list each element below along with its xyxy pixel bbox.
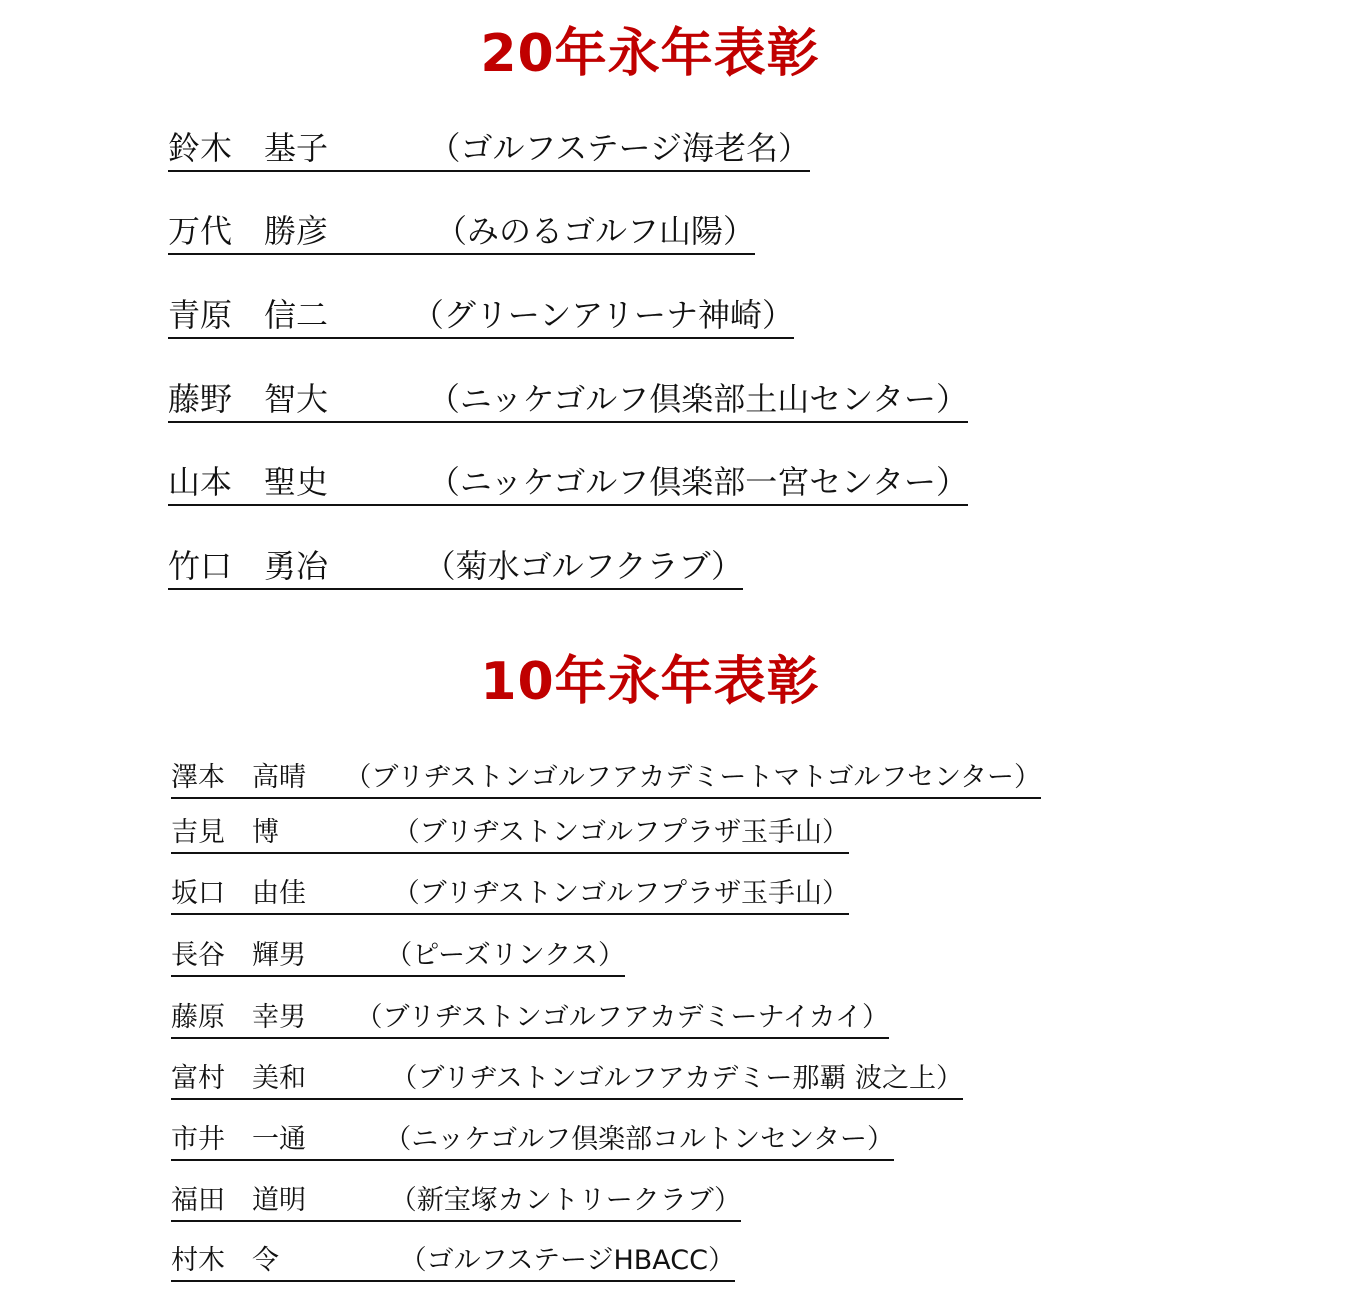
award-entry: [171, 873, 849, 915]
section-title-20-year: 20年永年表彰: [480, 24, 820, 84]
award-entry: [171, 1180, 741, 1222]
award-entry: [171, 935, 625, 977]
recipient-name: 村木 令: [171, 1245, 279, 1276]
recipient-name: 竹口 勇冶: [168, 547, 329, 585]
recipient-organization: （ニッケゴルフ倶楽部土山センター）: [427, 380, 968, 418]
award-entry: [168, 540, 743, 590]
recipient-organization: （ブリヂストンゴルフプラザ玉手山）: [392, 817, 849, 848]
recipient-organization: （ニッケゴルフ倶楽部コルトンセンター）: [384, 1124, 894, 1155]
recipient-organization: （ゴルフステージHBACC）: [399, 1245, 735, 1276]
award-entry: [171, 1058, 963, 1100]
recipient-organization: （菊水ゴルフクラブ）: [423, 547, 743, 585]
recipient-organization: （みのるゴルフ山陽）: [434, 212, 755, 250]
award-entry: [171, 1119, 894, 1161]
recipient-name: 藤原 幸男: [171, 1002, 306, 1033]
recipient-organization: （ブリヂストンゴルフアカデミートマトゴルフセンター）: [344, 762, 1041, 793]
award-entry: [171, 1240, 735, 1282]
recipient-name: 吉見 博: [171, 817, 279, 848]
recipient-organization: （ピーズリンクス）: [385, 940, 625, 971]
recipient-name: 鈴木 基子: [168, 129, 329, 167]
award-entry: [168, 456, 968, 506]
award-entry: [168, 122, 810, 172]
recipient-organization: （新宝塚カントリークラブ）: [389, 1185, 741, 1216]
recipient-name: 万代 勝彦: [168, 212, 329, 250]
recipient-name: 福田 道明: [171, 1185, 306, 1216]
recipient-organization: （ブリヂストンゴルフアカデミー那覇 波之上）: [390, 1063, 963, 1094]
recipient-name: 長谷 輝男: [171, 940, 306, 971]
recipient-name: 山本 聖史: [168, 463, 329, 501]
award-entry: [168, 373, 968, 423]
section-title-10-year: 10年永年表彰: [480, 652, 820, 712]
recipient-organization: （ニッケゴルフ倶楽部一宮センター）: [427, 463, 968, 501]
award-entry: [171, 757, 1041, 799]
recipient-name: 青原 信二: [168, 296, 329, 334]
recipient-name: 澤本 高晴: [171, 762, 306, 793]
recipient-organization: （グリーンアリーナ神崎）: [411, 296, 794, 334]
recipient-organization: （ブリヂストンゴルフプラザ玉手山）: [392, 878, 849, 909]
recipient-name: 富村 美和: [171, 1063, 306, 1094]
recipient-organization: （ゴルフステージ海老名）: [428, 129, 810, 167]
recipient-organization: （ブリヂストンゴルフアカデミーナイカイ）: [355, 1002, 889, 1033]
recipient-name: 坂口 由佳: [171, 878, 306, 909]
award-entry: [168, 205, 755, 255]
award-entry: [168, 289, 794, 339]
award-entry: [171, 997, 889, 1039]
recipient-name: 藤野 智大: [168, 380, 329, 418]
recipient-name: 市井 一通: [171, 1124, 306, 1155]
award-entry: [171, 812, 849, 854]
